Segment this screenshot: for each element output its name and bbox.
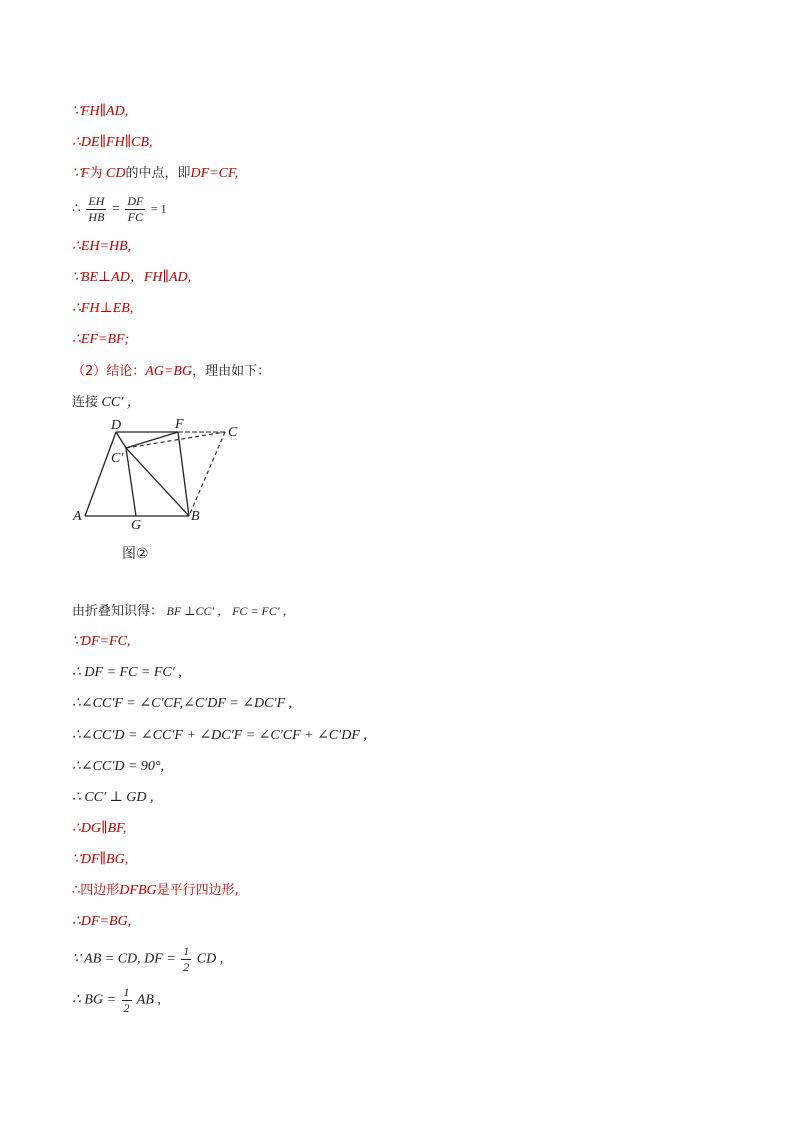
label-d: D [111, 418, 122, 433]
edge-ad [85, 432, 116, 516]
line-11-folding: 由折叠知识得： BF ⊥CC′ ， FC = FC′ ， [72, 604, 295, 619]
edge-dcp [116, 432, 126, 448]
line-13: ∴ DF = FC = FC′ , [72, 665, 182, 680]
dashed-cpc [126, 432, 225, 448]
dashed-cb [189, 432, 225, 516]
line-3: ∵F为 CD的中点，即DF=CF, [72, 166, 239, 181]
line-17: ∴ CC′ ⊥ GD , [72, 790, 154, 805]
label-b: B [191, 509, 200, 524]
line-6: ∵BE⊥AD，FH∥AD, [72, 270, 192, 285]
label-c: C [228, 425, 238, 440]
line-4-ratio: ∴ $\frac{EH}{HB}$ = $\frac{DF}{FC}$ = 1 [72, 194, 167, 224]
line-8: ∴EF=BF; [72, 332, 130, 347]
label-a: A [73, 509, 82, 524]
line-22: ∵ AB = CD, DF = $\frac{1}{2}$ CD , [72, 944, 224, 974]
line-20: ∴四边形DFBG是平行四边形, [72, 883, 239, 898]
line-14: ∴∠CC′F = ∠C′CF,∠C′DF = ∠DC′F , [72, 696, 293, 711]
edge-fcp [126, 432, 178, 448]
line-23: ∴ BG = $\frac{1}{2}$ AB , [72, 985, 161, 1015]
line-16: ∴∠CC′D = 90°, [72, 759, 165, 774]
line-15: ∴∠CC′D = ∠CC′F + ∠DC′F = ∠C′CF + ∠C′DF , [72, 728, 367, 743]
fraction-one-half-b: $\frac{1}{2}$ [123, 985, 130, 1015]
line-7: ∴FH⊥EB, [72, 301, 134, 316]
line-10-connect: 连接 CC′ ， [72, 395, 141, 410]
fraction-df-fc: $\frac{DF}{FC}$ [127, 194, 144, 224]
label-c-prime: C′ [111, 451, 124, 466]
figure-caption: 图② [122, 546, 149, 562]
line-19: ∵DF∥BG, [72, 852, 129, 867]
label-g: G [131, 518, 142, 530]
line-21: ∴DF=BG, [72, 914, 132, 929]
line-12: ∵DF=FC, [72, 634, 131, 649]
line-1: ∵FH∥AD, [72, 104, 129, 119]
label-f: F [175, 417, 184, 432]
line-2: ∴DE∥FH∥CB, [72, 135, 153, 150]
line-18: ∴DG∥BF, [72, 821, 127, 836]
geometry-figure [68, 412, 268, 530]
edge-cpb [126, 448, 189, 516]
edge-gcp [126, 448, 136, 516]
line-5: ∴EH=HB, [72, 239, 132, 254]
fraction-one-half-a: $\frac{1}{2}$ [183, 944, 190, 974]
edge-fb [178, 432, 189, 516]
fraction-eh-hb: $\frac{EH}{HB}$ [88, 194, 105, 224]
line-9-conclusion: （2）结论：AG=BG，理由如下： [72, 364, 271, 379]
